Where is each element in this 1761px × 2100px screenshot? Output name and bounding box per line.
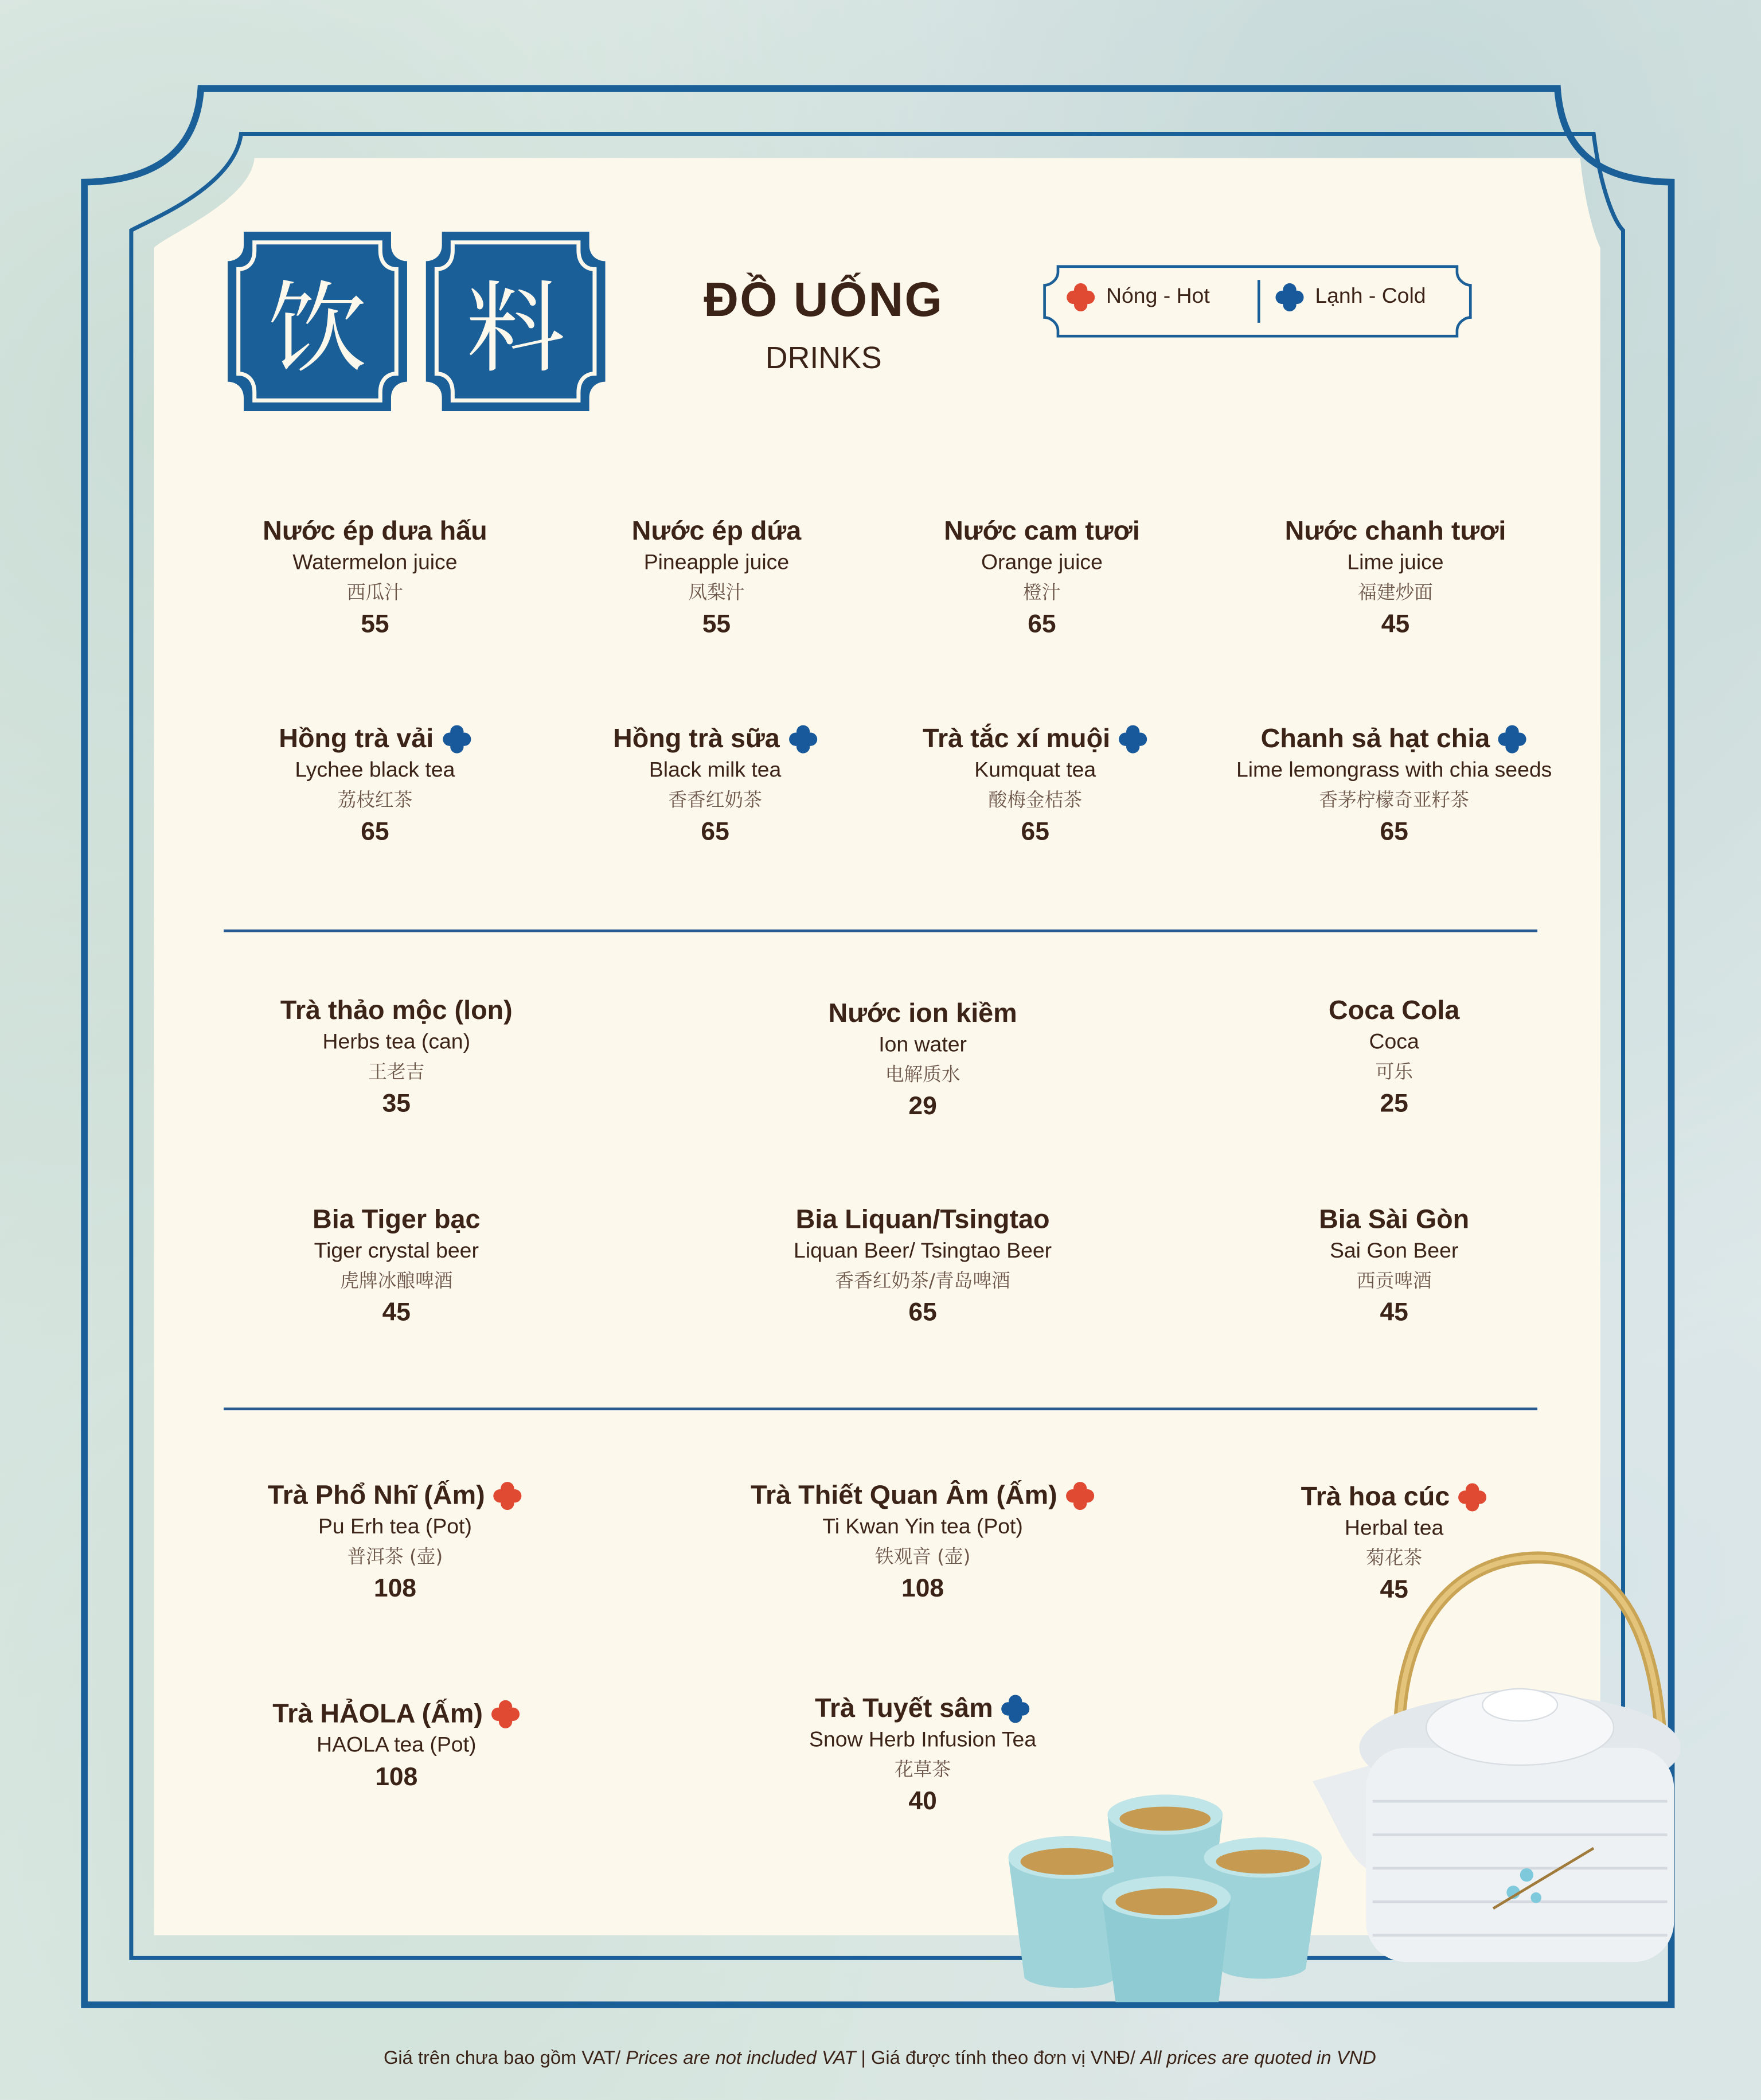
item-name-row	[1301, 1481, 1487, 1513]
item-english-name: Coca	[1369, 1031, 1419, 1054]
item-chinese-name: 电解质水	[885, 1064, 960, 1087]
item-price: 55	[702, 610, 731, 639]
item-price: 65	[1380, 818, 1408, 846]
price-disclaimer	[384, 2046, 1376, 2067]
item-name: Trà HẢOLA (Ấm)	[272, 1699, 483, 1730]
menu-item	[272, 1698, 520, 1795]
item-name-row	[944, 516, 1140, 548]
item-name-row	[613, 723, 817, 755]
item-name: Chanh sả hạt chia	[1260, 724, 1490, 754]
vat-note-vn: Giá trên chưa bao gồm VAT/	[383, 2046, 626, 2068]
item-price: 40	[908, 1787, 937, 1816]
item-english-name: Snow Herb Infusion Tea	[809, 1729, 1037, 1752]
item-name-row	[923, 723, 1147, 755]
item-name: Trà thảo mộc (lon)	[280, 996, 513, 1026]
item-chinese-name: 花草茶	[895, 1759, 951, 1782]
item-chinese-name: 福建炒面	[1358, 582, 1433, 604]
item-price: 25	[1380, 1090, 1408, 1119]
item-name: Trà hoa cúc	[1301, 1482, 1450, 1512]
item-english-name: Herbs tea (can)	[322, 1031, 471, 1054]
item-name: Trà tắc xí muội	[923, 724, 1111, 754]
item-english-name: Watermelon juice	[292, 552, 458, 575]
item-english-name: Herbal tea	[1344, 1517, 1444, 1540]
item-price: 65	[908, 1299, 937, 1328]
menu-item	[268, 1480, 522, 1607]
item-chinese-name: 铁观音 (壶)	[874, 1547, 971, 1568]
page-title: ĐỒ UỐNG	[704, 272, 944, 327]
page-subtitle: DRINKS	[765, 340, 882, 375]
item-name: Bia Tiger bạc	[313, 1205, 481, 1235]
item-chinese-name: 荔枝红茶	[337, 790, 413, 812]
item-english-name: Lychee black tea	[295, 759, 455, 782]
menu-item	[794, 1204, 1052, 1332]
item-name-row	[263, 516, 487, 548]
item-chinese-name: 菊花茶	[1366, 1548, 1423, 1570]
menu-item	[1285, 516, 1506, 643]
item-chinese-name: 虎牌冰酿啤酒	[340, 1271, 453, 1293]
seal-tile-material	[426, 232, 606, 411]
hot-quatrefoil-icon	[493, 1481, 522, 1510]
legend-hot	[1066, 283, 1210, 312]
menu-item	[1319, 1204, 1469, 1332]
item-chinese-name: 香茅柠檬奇亚籽茶	[1319, 790, 1469, 812]
item-name-row	[313, 1204, 480, 1236]
currency-note-vn: Giá được tính theo đơn vị VNĐ/	[870, 2046, 1141, 2068]
item-price: 65	[1028, 610, 1056, 639]
item-price: 55	[361, 610, 389, 639]
seal-tile-drink	[228, 232, 407, 411]
item-name-row	[632, 516, 802, 548]
item-english-name: Liquan Beer/ Tsingtao Beer	[794, 1240, 1052, 1263]
item-name-row	[1329, 995, 1459, 1027]
menu-item	[313, 1204, 480, 1332]
item-english-name: Sai Gon Beer	[1329, 1240, 1459, 1263]
item-name: Nước chanh tươi	[1284, 517, 1506, 547]
item-name: Trà Tuyết sâm	[815, 1694, 993, 1724]
menu-item	[944, 516, 1140, 643]
item-name-row	[1319, 1204, 1469, 1236]
item-price: 45	[1380, 1299, 1408, 1328]
item-chinese-name: 凤梨汁	[688, 582, 745, 604]
item-name: Hồng trà vải	[279, 724, 434, 754]
item-price: 108	[373, 1575, 416, 1603]
item-chinese-name: 普洱茶 (壶)	[347, 1547, 443, 1568]
menu-item	[263, 516, 487, 643]
item-name-row	[828, 998, 1017, 1030]
item-name-row	[272, 1698, 520, 1730]
item-name: Nước cam tươi	[944, 517, 1140, 547]
menu-item	[632, 516, 802, 643]
hot-quatrefoil-icon	[1458, 1482, 1487, 1512]
item-english-name: HAOLA tea (Pot)	[317, 1734, 477, 1758]
item-name-row	[796, 1204, 1050, 1236]
item-english-name: Pu Erh tea (Pot)	[318, 1516, 472, 1539]
cold-quatrefoil-icon	[1498, 724, 1527, 754]
teapot-and-cups-image	[998, 1547, 1708, 2002]
hot-quatrefoil-icon	[491, 1700, 520, 1729]
currency-note-en: All prices are quoted in VND	[1141, 2046, 1376, 2068]
item-chinese-name: 西贡啤酒	[1356, 1271, 1432, 1293]
item-name: Bia Sài Gòn	[1319, 1205, 1470, 1235]
item-english-name: Lime lemongrass with chia seeds	[1236, 759, 1552, 782]
menu-item	[1329, 995, 1459, 1122]
item-english-name: Orange juice	[981, 552, 1103, 575]
item-english-name: Black milk tea	[649, 759, 782, 782]
hot-quatrefoil-icon	[1066, 283, 1095, 312]
menu-item	[280, 995, 513, 1122]
cold-quatrefoil-icon	[1275, 283, 1304, 312]
item-price: 35	[382, 1090, 411, 1119]
item-chinese-name: 香香红奶茶	[668, 790, 762, 812]
item-english-name: Ti Kwan Yin tea (Pot)	[822, 1516, 1023, 1539]
item-price: 65	[361, 818, 389, 846]
item-name: Nước ép dứa	[631, 517, 802, 547]
item-price: 29	[908, 1092, 937, 1121]
hot-quatrefoil-icon	[1065, 1481, 1095, 1510]
item-name: Hồng trà sữa	[613, 724, 780, 754]
legend-cold-label: Lạnh - Cold	[1315, 285, 1426, 309]
menu-item	[613, 723, 817, 850]
item-name: Nước ion kiềm	[828, 999, 1017, 1029]
menu-item	[279, 723, 471, 850]
temperature-legend	[1042, 264, 1473, 339]
legend-cold	[1275, 283, 1426, 312]
item-price: 65	[1021, 818, 1049, 846]
item-name: Trà Thiết Quan Âm (Ấm)	[751, 1481, 1057, 1511]
item-price: 108	[375, 1763, 418, 1792]
item-name-row	[1285, 516, 1506, 548]
item-name: Trà Phổ Nhĩ (Ấm)	[267, 1481, 485, 1511]
menu-item	[828, 998, 1017, 1125]
item-english-name: Kumquat tea	[974, 759, 1096, 782]
item-chinese-name: 香香红奶茶/青岛啤酒	[835, 1271, 1010, 1293]
legend-hot-label: Nóng - Hot	[1106, 285, 1210, 309]
item-english-name: Ion water	[878, 1033, 967, 1057]
menu-item	[1236, 723, 1552, 850]
item-english-name: Pineapple juice	[643, 552, 790, 575]
item-name: Bia Liquan/Tsingtao	[795, 1205, 1050, 1235]
vat-note-en: Prices are not included VAT	[626, 2046, 856, 2068]
item-chinese-name: 王老吉	[368, 1061, 425, 1084]
item-english-name: Tiger crystal beer	[314, 1240, 479, 1263]
seal-char: 饮	[268, 272, 367, 387]
item-price: 45	[1381, 610, 1410, 639]
item-name: Coca Cola	[1328, 996, 1460, 1026]
footer-separator: |	[856, 2046, 871, 2068]
section-divider	[224, 1408, 1537, 1411]
item-english-name: Lime juice	[1347, 552, 1444, 575]
section-divider	[224, 930, 1537, 932]
item-chinese-name: 酸梅金桔茶	[988, 790, 1083, 812]
item-name-row	[280, 995, 513, 1027]
menu-item	[923, 723, 1147, 850]
item-chinese-name: 西瓜汁	[346, 582, 403, 604]
cold-quatrefoil-icon	[1118, 724, 1147, 754]
item-name-row	[279, 723, 471, 755]
item-name-row	[268, 1480, 522, 1512]
cold-quatrefoil-icon	[442, 724, 471, 754]
item-chinese-name: 可乐	[1375, 1061, 1413, 1084]
item-price: 45	[1380, 1576, 1408, 1605]
item-price: 45	[382, 1299, 411, 1328]
item-price: 65	[701, 818, 729, 846]
item-chinese-name: 橙汁	[1023, 582, 1061, 604]
item-name-row	[1261, 723, 1528, 755]
item-name: Nước ép dưa hấu	[263, 517, 487, 547]
item-name-row	[751, 1480, 1095, 1512]
cold-quatrefoil-icon	[788, 724, 817, 754]
seal-char: 料	[466, 272, 565, 387]
item-price: 108	[901, 1575, 944, 1603]
